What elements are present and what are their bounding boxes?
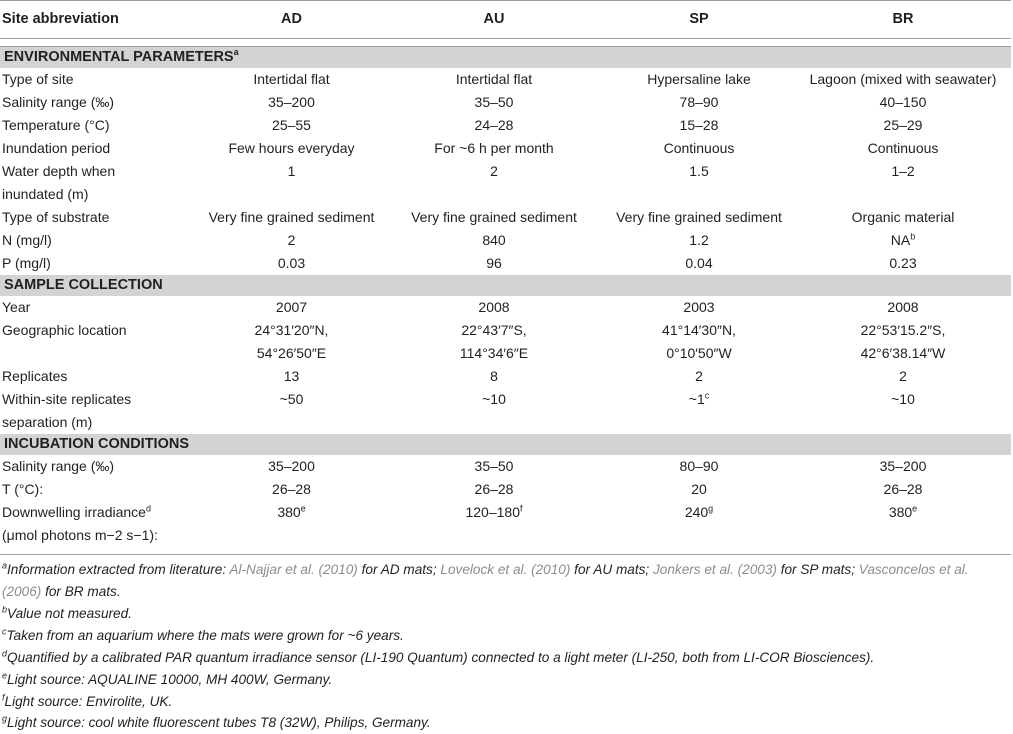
cell (603, 388, 795, 434)
citation-link[interactable]: (2006) (2, 584, 42, 599)
cell: 2 (695, 368, 703, 384)
row-label: Year (2, 299, 31, 315)
footnote-mark: d (145, 503, 151, 514)
cell: Continuous (663, 140, 735, 156)
cell: Intertidal flat (253, 71, 330, 87)
cell: 13 (283, 368, 300, 384)
cell: ~10 (891, 391, 915, 407)
cell: 0.23 (889, 255, 917, 271)
cell: 35–200 (879, 458, 927, 474)
cell: 15–28 (679, 117, 719, 133)
cell: Very fine grained sediment (616, 209, 782, 225)
header-site-br: BR (795, 1, 1011, 39)
row-label: Inundation period (2, 140, 111, 156)
cell: 1.2 (689, 232, 709, 248)
cell: 26–28 (883, 481, 923, 497)
cell: 2 (287, 232, 296, 248)
footnote-e (2, 669, 1007, 691)
cell: Lagoon (mixed with seawater) (809, 71, 997, 87)
cell: 35–50 (474, 94, 514, 110)
row-label: P (mg/l) (2, 255, 51, 271)
coord-lon: 0°10′50″W (666, 345, 732, 361)
row-label: Salinity range (‰) (2, 458, 115, 474)
cell: Organic material (851, 209, 955, 225)
cell: 2008 (478, 299, 510, 315)
footnote-mark: g (2, 713, 8, 724)
cell: 1 (287, 163, 296, 179)
citation-link[interactable]: Vasconcelos et al. (858, 562, 969, 577)
cell: 2007 (275, 299, 308, 315)
footnote-text: Information extracted from literature: (7, 562, 230, 577)
citation-link[interactable]: Jonkers et al. (2003) (653, 562, 777, 577)
footnote-mark: e (912, 503, 918, 514)
section-sample-collection (0, 275, 1011, 296)
table-row (0, 91, 1011, 114)
cell: 26–28 (272, 481, 311, 497)
header-label: Site abbreviation (0, 1, 198, 39)
table-row (0, 137, 1011, 160)
row-label: Replicates (2, 368, 68, 384)
row-label-line1: Water depth when (2, 163, 116, 179)
cell: 2 (490, 163, 498, 179)
row-label-line1: Within-site replicates (2, 391, 132, 407)
cell (603, 501, 795, 555)
cell: 2008 (887, 299, 919, 315)
coord-lon: 42°6′38.14″W (860, 345, 946, 361)
table-row (0, 68, 1011, 91)
row-label: Type of site (2, 71, 74, 87)
cell: 0.04 (685, 255, 713, 271)
coord-lat: 22°53′15.2″S, (860, 322, 946, 338)
table-row (0, 252, 1011, 275)
row-label-line2: (μmol photons m−2 s−1): (2, 527, 158, 543)
citation-link[interactable]: Lovelock et al. (2010) (440, 562, 571, 577)
table-row (0, 388, 1011, 434)
footnote-mark: e (2, 670, 8, 681)
footnote-text: Quantified by a calibrated PAR quantum irradiance sensor (LI-190 Quantum) connected to a light meter (LI-250, both from LI-COR Biosciences). (7, 650, 875, 665)
row-label (0, 388, 198, 434)
footnote-text: for SP mats; (776, 562, 859, 577)
coord-lon: 114°34′6″E (459, 345, 529, 361)
coord-lat: 22°43′7″S, (461, 322, 527, 338)
cell: 40–150 (879, 94, 927, 110)
row-label: T (°C): (2, 481, 44, 497)
cell: Hypersaline lake (647, 71, 751, 87)
footnote-text: for AU mats; (570, 562, 653, 577)
footnote-mark: d (2, 648, 8, 659)
footnote-text: Light source: Envirolite, UK. (4, 694, 173, 709)
cell: 25–55 (272, 117, 311, 133)
cell: Continuous (867, 140, 939, 156)
section-incubation (0, 434, 1011, 455)
footnote-mark: f (520, 503, 523, 514)
footnote-a (2, 559, 1007, 603)
cell: 20 (691, 481, 707, 497)
row-label: N (mg/l) (2, 232, 52, 248)
cell: 2003 (683, 299, 715, 315)
cell (198, 501, 385, 555)
cell: 25–29 (883, 117, 923, 133)
footnote-d (2, 647, 1007, 669)
header-site-au: AU (385, 1, 603, 39)
footnote-mark: c (704, 390, 710, 401)
cell (795, 501, 1011, 555)
cell-value: 380 (277, 504, 301, 520)
cell: 78–90 (679, 94, 719, 110)
cell (795, 229, 1011, 252)
row-label: Salinity range (‰) (2, 94, 115, 110)
table-row (0, 319, 1011, 365)
cell (198, 319, 385, 365)
cell: Very fine grained sediment (208, 209, 375, 225)
footnote-mark: b (2, 604, 8, 615)
cell: 24–28 (474, 117, 514, 133)
table-row (0, 365, 1011, 388)
footnote-g (2, 712, 1007, 734)
section-title: SAMPLE COLLECTION (0, 275, 1011, 296)
cell: 26–28 (474, 481, 514, 497)
row-label (0, 160, 198, 206)
table-row (0, 501, 1011, 555)
footnote-f (2, 691, 1007, 713)
section-title-sup: a (233, 47, 239, 58)
footnote-text: Taken from an aquarium where the mats were grown for ~6 years. (6, 628, 404, 643)
cell (385, 501, 603, 555)
footnote-mark: f (2, 692, 5, 703)
footnote-mark: b (910, 231, 916, 242)
cell: 35–50 (474, 458, 514, 474)
coord-lon: 54°26′50″E (256, 345, 327, 361)
footnote-mark: g (708, 503, 714, 514)
cell-value: ~1 (688, 391, 705, 407)
table-row (0, 229, 1011, 252)
table-row (0, 455, 1011, 478)
cell-value: 120–180 (465, 504, 520, 520)
cell: 96 (486, 255, 502, 271)
cell: 0.03 (277, 255, 306, 271)
cell: 840 (482, 232, 506, 248)
row-label-line2: separation (m) (2, 414, 93, 430)
row-label: Geographic location (2, 322, 127, 338)
header-site-sp: SP (603, 1, 795, 39)
cell: 80–90 (679, 458, 719, 474)
cell: Few hours everyday (228, 140, 355, 156)
cell: ~50 (279, 391, 304, 407)
row-label-line2: inundated (m) (2, 186, 89, 202)
footnote-text: for AD mats; (357, 562, 441, 577)
table-row (0, 160, 1011, 206)
cell-value: 380 (888, 504, 913, 520)
footnote-mark: e (300, 503, 306, 514)
footnote-text: for BR mats. (41, 584, 121, 599)
row-label-line1: Downwelling irradiance (2, 504, 146, 520)
footnote-text: Light source: cool white fluorescent tubes T8 (32W), Philips, Germany. (7, 715, 431, 730)
cell: ~10 (482, 391, 506, 407)
cell (795, 319, 1011, 365)
section-environmental (0, 47, 1011, 69)
citation-link[interactable]: Al-Najjar et al. (2010) (229, 562, 358, 577)
cell (603, 319, 795, 365)
cell: 35–200 (268, 458, 315, 474)
section-title: INCUBATION CONDITIONS (0, 434, 1011, 455)
footnote-mark: c (2, 626, 7, 637)
cell-value: 240 (684, 504, 709, 520)
row-label: Type of substrate (2, 209, 110, 225)
footnote-b (2, 603, 1007, 625)
cell (385, 319, 603, 365)
cell: 2 (899, 368, 907, 384)
table-row (0, 478, 1011, 501)
cell: 1.5 (689, 163, 709, 179)
footnote-c (2, 625, 1007, 647)
section-title: ENVIRONMENTAL PARAMETERS (4, 49, 234, 65)
table-row (0, 296, 1011, 319)
row-label: Temperature (°C) (2, 117, 110, 133)
cell-value: NA (890, 232, 911, 248)
header-row (0, 1, 1011, 39)
cell: 1–2 (891, 163, 915, 179)
cell: 8 (490, 368, 498, 384)
footnote-text: Value not measured. (7, 606, 132, 621)
table-row (0, 114, 1011, 137)
header-site-ad: AD (198, 1, 385, 39)
footnote-mark: a (2, 560, 8, 571)
cell: 35–200 (268, 94, 315, 110)
cell: Intertidal flat (455, 71, 533, 87)
row-label (0, 501, 198, 555)
table-row (0, 206, 1011, 229)
footnote-text: Light source: AQUALINE 10000, MH 400W, Germany. (7, 672, 333, 687)
coord-lat: 41°14′30″N, (662, 322, 736, 338)
cell: Very fine grained sediment (411, 209, 577, 225)
cell: For ~6 h per month (434, 140, 554, 156)
coord-lat: 24°31′20″N, (254, 322, 329, 338)
